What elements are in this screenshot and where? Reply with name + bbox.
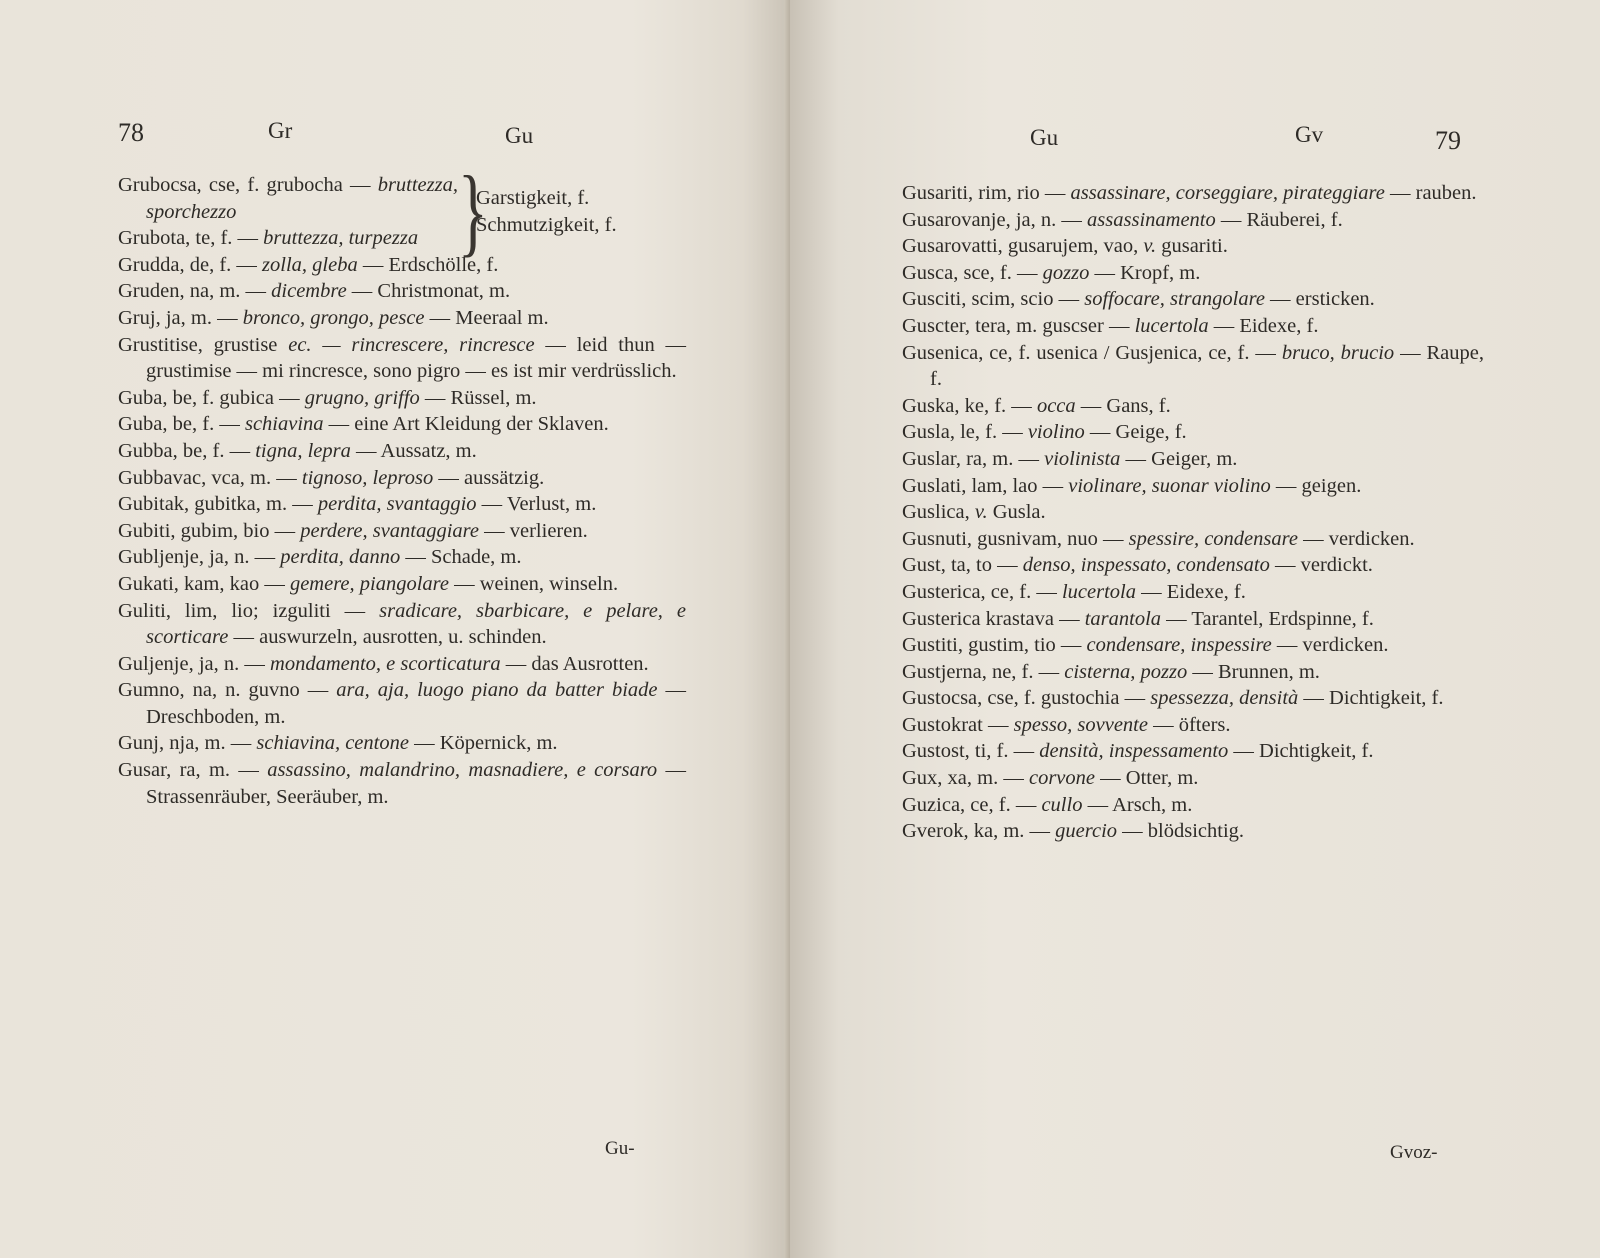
- dictionary-entry: [118, 491, 686, 518]
- header-right-start: Gu: [1030, 125, 1059, 150]
- dictionary-entry: [902, 207, 1484, 234]
- dictionary-entry: [902, 473, 1484, 500]
- entry-german: — Brunnen, m.: [1187, 660, 1320, 683]
- entry-german: — aussätzig.: [433, 466, 545, 489]
- entry-italian: guercio: [1055, 820, 1118, 843]
- right-page: [790, 0, 1600, 1258]
- dictionary-entry: [902, 579, 1484, 606]
- entry-italian: ec. — rincrescere, rincresce: [288, 333, 535, 356]
- entry-german: — geigen.: [1270, 474, 1362, 497]
- page-number-left: 78: [118, 118, 144, 147]
- left-entries: [118, 157, 687, 810]
- entry-headword: Gubiti, gubim, bio —: [118, 519, 301, 542]
- dictionary-entry: [902, 446, 1484, 473]
- entry-german: — ersticken.: [1264, 288, 1375, 311]
- dictionary-entry: [902, 818, 1484, 845]
- entry-german: — Kropf, m.: [1089, 261, 1201, 284]
- entry-headword: Gusar, ra, m. —: [118, 759, 268, 782]
- entry-italian: spesso, sovvente: [1013, 713, 1148, 736]
- entry-headword: Gusterica krastava —: [902, 607, 1085, 630]
- entry-headword: Gustost, ti, f. —: [902, 740, 1040, 763]
- entry-italian: bruttezza, sporchezzo: [146, 174, 458, 223]
- dictionary-entry: [118, 465, 686, 492]
- entry-german: — auswurzeln, ausrotten, u. schinden.: [228, 626, 547, 649]
- header-left-end: Gu: [505, 123, 534, 148]
- entry-german: — eine Art Kleidung der Sklaven.: [323, 413, 609, 436]
- entry-italian: schiavina, centone: [256, 732, 409, 755]
- dictionary-entry: [902, 340, 1484, 393]
- entry-headword: Gukati, kam, kao —: [118, 572, 290, 595]
- dictionary-entry: [902, 313, 1484, 340]
- entry-headword: Guslica,: [902, 501, 975, 524]
- entry-italian: denso, inspessato, condensato: [1022, 554, 1270, 577]
- entry-italian: sradicare, sbarbicare, e pelare, e scorticare: [146, 599, 686, 649]
- dictionary-entry: [902, 499, 1484, 526]
- entry-headword: Gubljenje, ja, n. —: [118, 546, 281, 569]
- entry-german: — Meeraal m.: [424, 306, 549, 329]
- entry-italian: bruttezza, turpezza: [263, 227, 419, 250]
- entry-italian: cisterna, pozzo: [1064, 660, 1188, 683]
- entry-german: — Dreschboden, m.: [146, 679, 686, 728]
- entry-german: — das Ausrotten.: [500, 652, 649, 675]
- entry-italian: spessezza, densità: [1150, 687, 1299, 710]
- dictionary-entry: [902, 286, 1484, 313]
- entry-headword: Guscter, tera, m. guscser —: [902, 314, 1135, 337]
- entry-headword: Gusca, sce, f. —: [902, 261, 1043, 284]
- dictionary-entry: [902, 632, 1484, 659]
- entry-italian: assassinare, corseggiare, piratеggiare: [1070, 182, 1385, 204]
- entry-german: — Verlust, m.: [476, 493, 597, 516]
- entry-italian: perdere, svantaggiare: [300, 519, 479, 542]
- entry-italian: assassino, malandrino, masnadiere, e corsaro: [267, 759, 658, 782]
- entry-italian: tigna, lepra: [255, 439, 351, 462]
- entry-german: — blödsichtig.: [1117, 820, 1245, 843]
- entry-headword: Guzica, ce, f. —: [902, 793, 1042, 816]
- entry-italian: zolla, gleba: [262, 253, 358, 276]
- dictionary-entry: [118, 385, 686, 412]
- entry-headword: Gubitak, gubitka, m. —: [118, 493, 318, 516]
- dictionary-entry: [118, 332, 686, 385]
- dictionary-entry: [118, 571, 686, 598]
- entry-headword: Gust, ta, to —: [902, 554, 1023, 577]
- entry-italian: cullo: [1041, 793, 1083, 816]
- entry-headword: Gubbavac, vca, m. —: [118, 466, 302, 489]
- entry-headword: Gustjerna, ne, f. —: [902, 660, 1065, 683]
- entry-headword: Gustokrat —: [902, 713, 1014, 736]
- dictionary-entry: [118, 305, 686, 332]
- entry-german: — Köpernick, m.: [408, 732, 558, 755]
- entry-german: — Rüssel, m.: [419, 386, 537, 409]
- entry-italian: tarantola: [1084, 607, 1162, 630]
- entry-italian: gemere, piangolare: [289, 572, 449, 595]
- dictionary-entry: [902, 526, 1484, 553]
- entry-headword: Gubba, be, f. —: [118, 439, 256, 462]
- grouped-entry-item: [118, 172, 458, 225]
- entry-headword: Gusciti, scim, scio —: [902, 288, 1085, 311]
- entry-italian: violino: [1027, 421, 1085, 444]
- dictionary-entry: [902, 233, 1484, 260]
- entry-german: — rauben.: [1384, 182, 1477, 204]
- entry-german: — verdicken.: [1297, 527, 1415, 550]
- entry-headword: Gux, xa, m. —: [902, 767, 1029, 790]
- dictionary-entry: [118, 677, 686, 730]
- dictionary-entry: [118, 757, 686, 810]
- entry-italian: occa: [1036, 394, 1076, 417]
- dictionary-entry: [902, 606, 1484, 633]
- entry-german: — Dichtigkeit, f.: [1228, 740, 1374, 763]
- entry-german: — verlieren.: [479, 519, 588, 542]
- dictionary-entry: [118, 598, 686, 651]
- entry-italian: grugno, griffo: [304, 386, 420, 409]
- entry-italian: tignoso, leproso: [301, 466, 434, 489]
- entry-italian: lucertola: [1134, 314, 1209, 337]
- dictionary-entry: [118, 438, 686, 465]
- entry-german: — Raupe, f.: [930, 341, 1484, 391]
- entry-german: Gusla.: [987, 501, 1046, 524]
- dictionary-entry: [902, 419, 1484, 446]
- right-entry-list: [902, 180, 1484, 845]
- entry-german: — öfters.: [1147, 713, 1231, 736]
- dictionary-entry: [118, 730, 686, 757]
- right-entries: [902, 180, 1484, 845]
- dictionary-entry: [118, 518, 686, 545]
- entry-italian: ara, aja, luogo piano da batter biade: [336, 679, 658, 702]
- entry-german: — Tarantel, Erdspinne, f.: [1161, 607, 1374, 630]
- entry-italian: corvone: [1028, 767, 1096, 790]
- entry-german: — Dichtigkeit, f.: [1298, 687, 1444, 710]
- entry-italian: perdita, danno: [280, 546, 401, 569]
- left-entry-list: [118, 252, 686, 810]
- catchword-left: Gu-: [605, 1138, 635, 1159]
- entry-italian: bruco, brucio: [1281, 341, 1395, 364]
- dictionary-entry: [118, 411, 686, 438]
- entry-headword: Gruden, na, m. —: [118, 280, 272, 303]
- grouped-entry-headwords: [118, 172, 458, 252]
- dictionary-entry: [118, 544, 686, 571]
- entry-headword: Gustocsa, cse, f. gustochia —: [902, 687, 1151, 710]
- entry-german: — Eidexe, f.: [1208, 314, 1319, 337]
- dictionary-entry: [902, 765, 1484, 792]
- page-number-right: 79: [1435, 126, 1461, 155]
- entry-italian: perdita, svantaggio: [317, 493, 477, 516]
- entry-headword: Gunj, nja, m. —: [118, 732, 257, 755]
- entry-german: — Schade, m.: [400, 546, 522, 569]
- entry-german: — Arsch, m.: [1082, 793, 1193, 816]
- entry-german: — Räuberei, f.: [1215, 208, 1343, 231]
- grouped-entry-item: [118, 225, 458, 252]
- dictionary-entry: [902, 738, 1484, 765]
- entry-headword: Gusarovanje, ja, n. —: [902, 208, 1088, 231]
- entry-italian: densità, inspessamento: [1039, 740, 1229, 763]
- entry-german: — verdickt.: [1269, 554, 1373, 577]
- entry-headword: Gusnuti, gusnivam, nuo —: [902, 527, 1129, 550]
- dictionary-entry: [118, 651, 686, 678]
- dictionary-entry: [902, 393, 1484, 420]
- entry-german: — Eidexe, f.: [1135, 580, 1246, 603]
- entry-italian: condensare, inspessire: [1086, 634, 1272, 657]
- entry-headword: Gusterica, ce, f. —: [902, 580, 1062, 603]
- entry-italian: v.: [974, 501, 988, 524]
- dictionary-entry: [118, 252, 686, 279]
- dictionary-entry: [118, 278, 686, 305]
- entry-german: gusariti.: [1156, 235, 1228, 258]
- entry-german: — Aussatz, m.: [350, 439, 477, 462]
- entry-italian: v.: [1143, 235, 1157, 258]
- entry-german: — Christmonat, m.: [346, 280, 511, 303]
- entry-german: — weinen, winseln.: [448, 572, 619, 595]
- entry-headword: Gumno, na, n. guvno —: [118, 679, 337, 702]
- entry-headword: Guba, be, f. —: [118, 413, 245, 436]
- header-right-end: Gv: [1295, 122, 1324, 147]
- entry-headword: Guba, be, f. gubica —: [118, 386, 305, 409]
- entry-headword: Grustitise, grustise: [118, 333, 289, 356]
- entry-headword: Gusariti, rim, rio —: [902, 182, 1071, 204]
- entry-italian: violinista: [1044, 447, 1121, 470]
- brace-icon: }: [458, 157, 488, 267]
- catchword-right: Gvoz-: [1390, 1142, 1438, 1163]
- entry-headword: Grubota, te, f. —: [118, 227, 264, 250]
- entry-italian: assassinamento: [1087, 208, 1216, 231]
- header-left-start: Gr: [268, 118, 293, 143]
- entry-headword: Gusla, le, f. —: [902, 421, 1028, 444]
- dictionary-entry: [902, 712, 1484, 739]
- dictionary-entry: [902, 659, 1484, 686]
- entry-headword: Guslati, lam, lao —: [902, 474, 1069, 497]
- dictionary-entry: [902, 180, 1484, 207]
- entry-italian: violinare, suonar violino: [1068, 474, 1271, 497]
- entry-headword: Grudda, de, f. —: [118, 253, 263, 276]
- entry-italian: bronco, grongo, pesce: [242, 306, 425, 329]
- entry-german: — Geiger, m.: [1120, 447, 1238, 470]
- grouped-entry-translation: Garstigkeit, f. Schmutzigkeit, f.: [476, 187, 617, 236]
- dictionary-entry: [902, 260, 1484, 287]
- entry-italian: dicembre: [271, 280, 347, 303]
- entry-german: — Strassenräuber, Seeräuber, m.: [146, 759, 687, 808]
- entry-headword: Gustiti, gustim, tio —: [902, 634, 1087, 657]
- entry-italian: lucertola: [1061, 580, 1136, 603]
- dictionary-entry: [902, 552, 1484, 579]
- entry-german: — Otter, m.: [1095, 767, 1199, 790]
- dictionary-entry: [902, 792, 1484, 819]
- entry-headword: Guska, ke, f. —: [902, 394, 1037, 417]
- entry-headword: Gusenica, ce, f. usenica / Gusjenica, ce, f. —: [902, 341, 1282, 364]
- entry-german: — Gans, f.: [1075, 394, 1171, 417]
- entry-italian: spessire, condensare: [1128, 527, 1298, 550]
- entry-german: — verdicken.: [1271, 634, 1389, 657]
- entry-headword: Gruj, ja, m. —: [118, 306, 243, 329]
- entry-italian: gozzo: [1042, 261, 1090, 284]
- entry-headword: Gverok, ka, m. —: [902, 820, 1056, 843]
- entry-headword: Grubocsa, cse, f. grubocha —: [118, 174, 378, 196]
- entry-headword: Gusarovatti, gusarujem, vao,: [902, 235, 1144, 258]
- left-page: [0, 0, 790, 1258]
- entry-italian: schiavina: [244, 413, 324, 436]
- entry-headword: Guslar, ra, m. —: [902, 447, 1045, 470]
- entry-german: — Geige, f.: [1084, 421, 1187, 444]
- entry-german: — Erdschölle, f.: [357, 253, 499, 276]
- entry-headword: Guljenje, ja, n. —: [118, 652, 271, 675]
- entry-german: — leid thun — grustimise — mi rincresce, sono pigro — es ist mir verdrüsslich.: [146, 333, 686, 383]
- entry-italian: mondamento, e scorticatura: [270, 652, 501, 675]
- entry-headword: Guliti, lim, lio; izguliti —: [118, 599, 380, 622]
- dictionary-entry: [902, 685, 1484, 712]
- entry-italian: soffocare, strangolare: [1084, 288, 1265, 311]
